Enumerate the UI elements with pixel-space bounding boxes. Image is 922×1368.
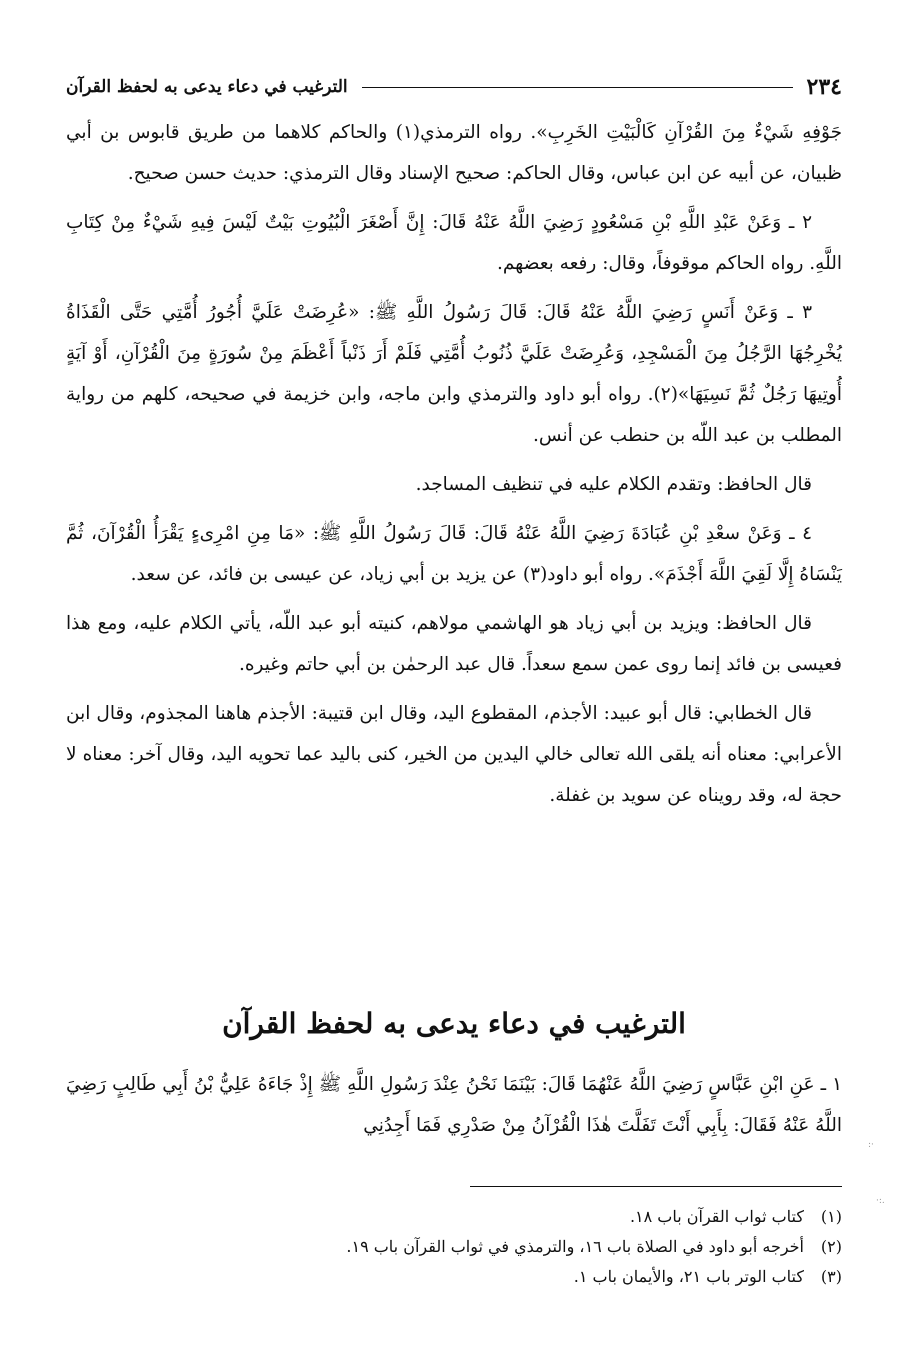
scan-artifact: ·: [868, 1140, 874, 1150]
section-hadith-1: ١ ـ عَنِ ابْنِ عَبَّاسٍ رَضِيَ اللَّهُ عَنْهُمَا قَالَ: بَيْنَمَا نَحْنُ عِنْدَ رَسُولِ اللَّهِ ﷺ إِذْ جَاءَهُ عَلِيُّ بْنُ أَبِي طَالِبٍ رَضِيَ اللَّهُ عَنْهُ فَقَالَ: بِأَبِي أَنْتَ تَفَلَّتَ هٰذَا الْقُرْآنُ مِنْ صَدْرِي فَمَا أَجِدُنِي [66, 1074, 842, 1136]
paragraph-continuation: جَوْفِهِ شَيْءٌ مِنَ القُرْآنِ كَالْبَيْتِ الخَرِبِ». رواه الترمذي(١) والحاكم كلاهما من طريق قابوس بن أبي ظبيان، عن أبيه عن ابن عباس، وقال الحاكم: صحيح الإسناد وقال الترمذي: حديث حسن صحيح. [66, 122, 843, 184]
footnote-1 [142, 1202, 842, 1232]
hafiz-note-2: قال الحافظ: ويزيد بن أبي زياد هو الهاشمي مولاهم، كنيته أبو عبد اللّه، يأتي الكلام عليه، ومع هذا فعيسى بن فائد إنما روى عمن سمع سعداً. قال عبد الرحمٰن بن أبي حاتم وغيره. [66, 613, 842, 675]
hadith-4: ٤ ـ وَعَنْ سعْدِ بْنِ عُبَادَةَ رَضِيَ اللَّهُ عَنْهُ قَالَ: قَالَ رَسُولُ اللَّهِ ﷺ: «مَا مِنِ امْرِىءٍ يَقْرَأُ الْقُرْآنَ، ثُمَّ يَنْسَاهُ إِلَّا لَقِيَ اللَّهَ أَجْذَمَ». رواه أبو داود(٣) عن يزيد بن أبي زياد، عن عيسى بن فائد، عن سعد. [66, 523, 842, 585]
khattabi-note: قال الخطابي: قال أبو عبيد: الأجذم، المقطوع اليد، وقال ابن قتيبة: الأجذم هاهنا المجذوم، وقال ابن الأعرابي: معناه أنه يلقى الله تعالى خالي اليدين من الخير، كنى باليد عما تحويه اليد، وقال آخر: معناه لا حجة له، وقد رويناه عن سويد بن غفلة. [66, 703, 842, 806]
footnote-number: (٣) [820, 1267, 842, 1286]
section-text [66, 1064, 842, 1146]
footnote-divider [470, 1186, 842, 1187]
section-heading: الترغيب في دعاء يدعى به لحفظ القرآن [222, 1007, 686, 1040]
hadith-3: ٣ ـ وَعَنْ أَنَسٍ رَضِيَ اللَّهُ عَنْهُ قَالَ: قَالَ رَسُولُ اللَّهِ ﷺ: «عُرِضَتْ عَلَيَّ أُجُورُ أُمَّتِي حَتَّى الْقَذَاةُ يُخْرِجُهَا الرَّجُلُ مِنَ الْمَسْجِدِ، وَعُرِضَتْ عَلَيَّ ذُنُوبُ أُمَّتِي فَلَمْ أَرَ ذَنْباً أَعْظَمَ مِنْ سُورَةٍ مِنَ الْقُرْآنِ، أَوْ آيَةٍ أُوتِيهَا رَجُلٌ ثُمَّ نَسِيَهَا»(٢). رواه أبو داود والترمذي وابن ماجه، وابن خزيمة في صحيحه، كلهم من رواية المطلب بن عبد اللّه بن حنطب عن أنس. [66, 302, 842, 446]
running-title: الترغيب في دعاء يدعى به لحفظ القرآن [66, 77, 348, 97]
footnote-3 [142, 1262, 842, 1292]
hadith-2: ٢ ـ وَعَنْ عَبْدِ اللَّهِ بْنِ مَسْعُودٍ رَضِيَ اللَّهُ عَنْهُ قَالَ: إِنَّ أَصْغَرَ الْبُيُوتِ بَيْتٌ لَيْسَ فِيهِ شَيْءٌ مِنْ كِتَابِ اللَّهِ. رواه الحاكم موقوفاً، وقال: رفعه بعضهم. [66, 212, 842, 274]
footnote-text: كتاب الوتر باب ٢١، والأيمان باب ١. [573, 1267, 804, 1286]
page-number: ٢٣٤ [806, 74, 842, 100]
main-text [66, 112, 842, 824]
running-header [66, 74, 842, 100]
footnote-2 [142, 1232, 842, 1262]
hafiz-note-1: قال الحافظ: وتقدم الكلام عليه في تنظيف المساجد. [415, 474, 812, 495]
footnotes [142, 1202, 842, 1292]
header-rule [362, 87, 793, 88]
footnote-number: (١) [820, 1207, 842, 1226]
footnote-number: (٢) [820, 1237, 842, 1256]
footnote-text: أخرجه أبو داود في الصلاة باب ١٦، والترمذي في ثواب القرآن باب ١٩. [346, 1237, 804, 1256]
scan-artifact: .:· [876, 1196, 885, 1206]
footnote-text: كتاب ثواب القرآن باب ١٨. [629, 1207, 804, 1226]
